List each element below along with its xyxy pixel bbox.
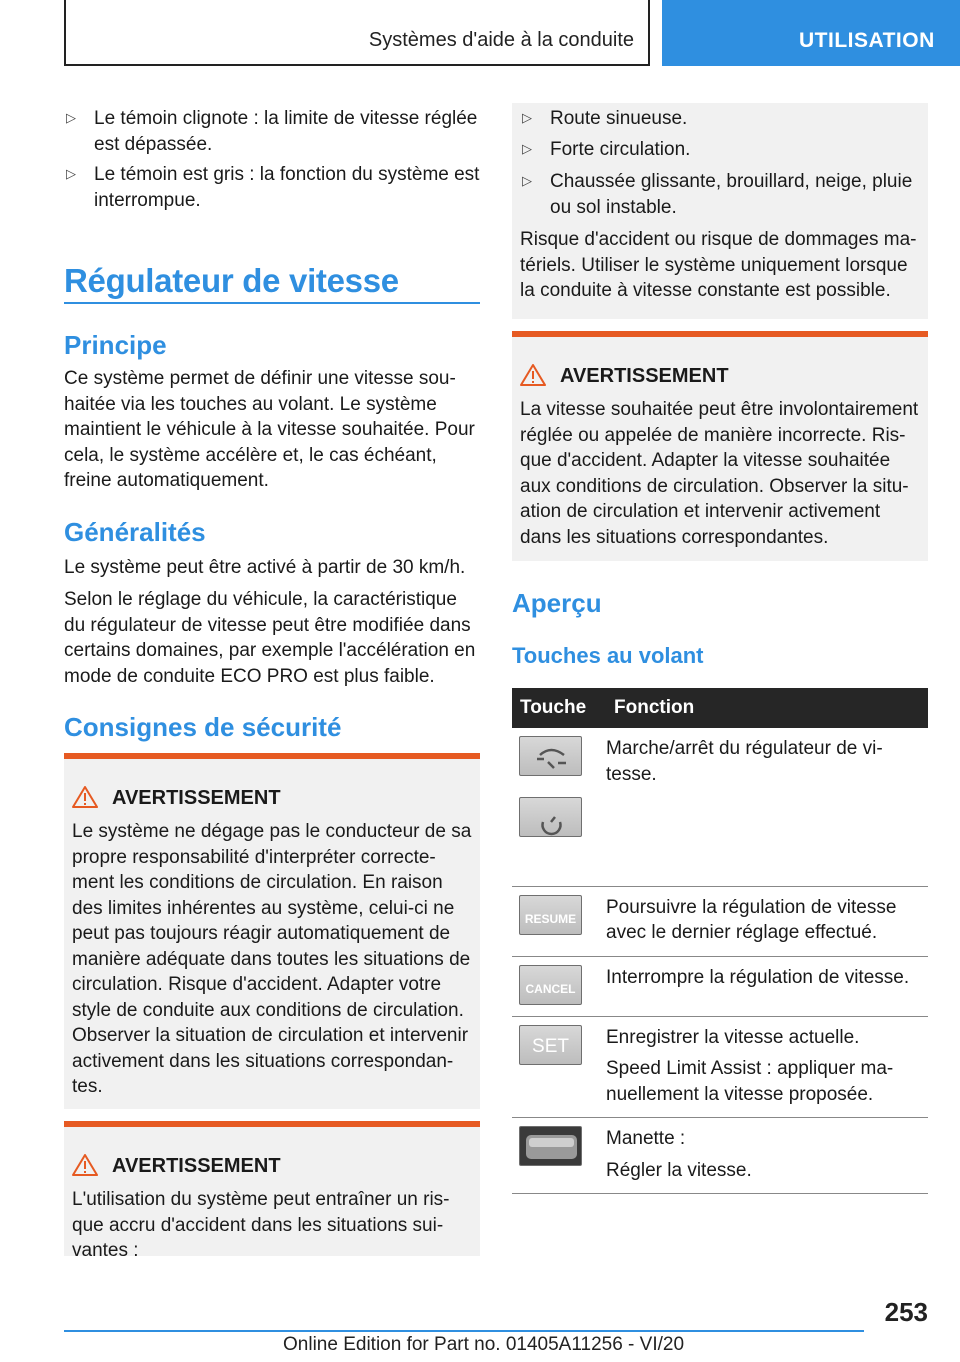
table-row (512, 1118, 928, 1194)
list-item (64, 162, 480, 213)
header-chapter-tab[interactable] (662, 0, 960, 66)
function-text: Manette : (606, 1128, 686, 1149)
table-row (512, 886, 928, 956)
resume-key-label: RESUME (524, 911, 577, 926)
rocker-switch-icon (519, 1126, 582, 1166)
list-item (520, 169, 924, 220)
warning-label: AVERTISSEMENT (560, 365, 729, 387)
table-row (512, 956, 928, 1016)
function-cell (606, 728, 928, 886)
table-row (512, 728, 928, 886)
key-cell (512, 956, 606, 1016)
list-item (520, 137, 924, 163)
header-section-box (64, 0, 650, 66)
warning-triangle-icon (72, 785, 98, 809)
warning-triangle-icon (520, 363, 546, 387)
warning-continuation-box (512, 103, 928, 319)
key-cell (512, 1118, 606, 1194)
heading-consignes: Consignes de sécurité (64, 712, 342, 742)
section-title-rule (64, 302, 480, 304)
warning-text: Le système ne dégage pas le conducteur de sa propre responsabilité d'interpréter correcte-ment les conditions de circulation. En raison des limites inhérentes au système, celui-ci ne peut pas toujours réagir automatiquement de manière adéquate dans toutes les situations de circulation. Risque d'accident. Adapter votre style de conduite aux conditions de circulation. Observer la situation de circulation et intervenir activement dans les situations correspondan-tes. (72, 821, 472, 1097)
warning-label: AVERTISSEMENT (112, 1155, 281, 1177)
cruise-onoff-key-icon (519, 736, 582, 776)
set-key-label: SET (532, 1035, 569, 1057)
table-row (512, 1016, 928, 1118)
principe-text: Ce système permet de définir une vitesse sou-haitée via les touches au volant. Le système maintient le véhicule à la vitesse souhaitée. Pour cela, le système accélère et, le cas échéant, freine automatiquement. (64, 368, 475, 491)
cruise-resume-key-icon (519, 797, 582, 837)
bullet-text: Forte circulation. (550, 139, 691, 160)
keys-table (512, 688, 928, 1194)
key-cell (512, 886, 606, 956)
key-cell (512, 1016, 606, 1118)
cancel-key-label: CANCEL (525, 981, 576, 996)
function-text-secondary: Speed Limit Assist : appliquer ma-nuellement la vitesse proposée. (606, 1058, 894, 1105)
function-cell (606, 1118, 928, 1194)
page-number: 253 (884, 1297, 928, 1327)
generalites-text-1: Le système peut être activé à partir de 30 km/h. (64, 557, 466, 578)
function-text: Marche/arrêt du régulateur de vi-tesse. (606, 738, 883, 785)
bullet-triangle-icon: ▷ (66, 166, 76, 181)
warning-label: AVERTISSEMENT (112, 787, 281, 809)
generalites-text-2: Selon le réglage du véhicule, la caractéristique du régulateur de vitesse peut être modifiée dans certains domaines, par exemple l'accélération en mode de conduite ECO PRO est plus faible. (64, 589, 476, 687)
header-chapter-label: UTILISATION (799, 29, 935, 52)
warning-text: L'utilisation du système peut entraîner un ris-que accru d'accident dans les situations sui-vantes : (72, 1189, 450, 1261)
key-cell (512, 728, 606, 886)
footer-edition: Online Edition for Part no. 01405A11256 - VI/20 (283, 1334, 685, 1355)
table-header-key: Touche (512, 688, 606, 728)
function-text: Enregistrer la vitesse actuelle. (606, 1026, 860, 1048)
set-key-icon (519, 1025, 582, 1065)
heading-generalites: Généralités (64, 517, 206, 547)
function-text: Poursuivre la régulation de vitesse avec le dernier réglage effectué. (606, 896, 897, 943)
bullet-triangle-icon: ▷ (522, 173, 532, 188)
table-header-function: Fonction (606, 688, 928, 728)
bullet-text: Le témoin est gris : la fonction du système est interrompue. (94, 164, 480, 211)
heading-principe: Principe (64, 330, 167, 360)
bullet-text: Le témoin clignote : la limite de vitesse réglée est dépassée. (94, 108, 478, 155)
function-text-secondary: Régler la vitesse. (606, 1159, 752, 1181)
function-cell (606, 1016, 928, 1118)
cancel-key-icon (519, 965, 582, 1005)
list-item (520, 106, 924, 132)
function-text: Interrompre la régulation de vitesse. (606, 966, 910, 988)
warning-box (64, 1121, 480, 1261)
bullet-text: Chaussée glissante, brouillard, neige, pluie ou sol instable. (550, 171, 913, 218)
heading-apercu: Aperçu (512, 588, 602, 618)
list-item (64, 106, 480, 157)
table-header-row (512, 688, 928, 728)
bullet-text: Route sinueuse. (550, 108, 688, 129)
risk-text: Risque d'accident ou risque de dommages ma-tériels. Utiliser le système uniquement lorsque la conduite à vitesse constante est possible. (520, 229, 917, 301)
bullet-triangle-icon: ▷ (522, 141, 532, 156)
resume-key-icon (519, 895, 582, 935)
function-cell (606, 886, 928, 956)
bullet-triangle-icon: ▷ (66, 110, 76, 125)
function-cell (606, 956, 928, 1016)
warning-text: La vitesse souhaitée peut être involontairement réglée ou appelée de manière incorrecte. Ris-que d'accident. Adapter la vitesse souhaitée aux conditions de circulation. Observer la situ-ation de circulation et intervenir activement dans les situations correspondantes. (520, 399, 919, 548)
heading-touches-volant: Touches au volant (512, 643, 704, 668)
section-title-regulateur: Régulateur de vitesse (64, 262, 399, 299)
header-section-title: Systèmes d'aide à la conduite (368, 29, 634, 51)
footer-rule (64, 1330, 864, 1332)
warning-triangle-icon (72, 1153, 98, 1177)
warning-box (64, 753, 480, 1109)
bullet-triangle-icon: ▷ (522, 110, 532, 125)
warning-box (512, 331, 928, 561)
